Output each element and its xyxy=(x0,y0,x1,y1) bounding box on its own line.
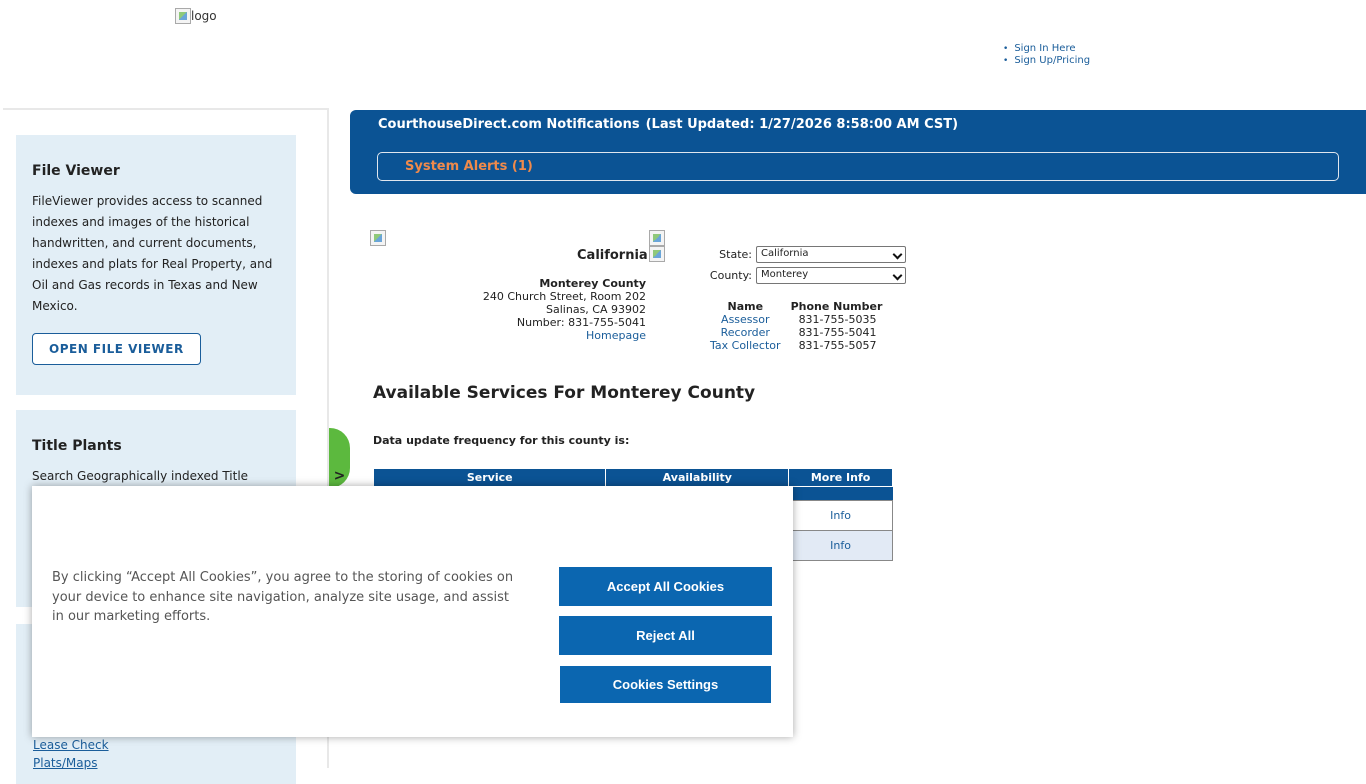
plats-maps-link[interactable]: Plats/Maps xyxy=(33,756,98,770)
county-label: County: xyxy=(709,269,752,282)
more-info-link[interactable]: Info xyxy=(830,509,851,522)
recorder-link[interactable]: Recorder xyxy=(720,326,770,339)
county-phone-number: Number: 831-755-5041 xyxy=(516,316,646,329)
sidebar-toggle-button[interactable] xyxy=(329,428,350,488)
county-address-line2: Salinas, CA 93902 xyxy=(546,303,646,316)
county-select[interactable]: Monterey xyxy=(756,267,906,284)
last-updated-text: (Last Updated: 1/27/2026 8:58:00 AM CST) xyxy=(645,117,959,132)
reject-all-button[interactable]: Reject All xyxy=(559,616,772,655)
notifications-panel xyxy=(350,110,1366,194)
contacts-header-name: Name xyxy=(727,300,764,313)
broken-image-icon xyxy=(649,230,665,246)
open-file-viewer-button[interactable]: OPEN FILE VIEWER xyxy=(32,333,201,365)
state-selector-row xyxy=(700,246,906,263)
table-row xyxy=(705,339,887,352)
sign-up-pricing-link[interactable]: Sign Up/Pricing xyxy=(1014,55,1091,66)
notifications-title xyxy=(378,117,958,132)
lease-check-link[interactable]: Lease Check xyxy=(33,738,109,752)
contacts-table xyxy=(705,300,887,352)
cookie-consent-text: By clicking “Accept All Cookies”, you agree to the storing of cookies on your device to enhance site navigation, analyze site usage, and assist in our marketing efforts. xyxy=(52,570,514,624)
tax-collector-link[interactable]: Tax Collector xyxy=(710,339,781,352)
chevron-right-icon: > xyxy=(333,468,346,484)
assessor-link[interactable]: Assessor xyxy=(721,313,770,326)
county-name: Monterey County xyxy=(539,277,646,290)
assessor-phone: 831-755-5035 xyxy=(798,313,877,326)
table-row xyxy=(705,313,887,326)
system-alerts-toggle[interactable] xyxy=(377,152,1339,181)
title-plants-title: Title Plants xyxy=(32,438,122,454)
sign-in-item xyxy=(1003,43,1090,55)
services-title: Available Services For Monterey County xyxy=(373,383,756,403)
update-frequency-text: Data update frequency for this county is: xyxy=(373,434,630,447)
contacts-header-phone: Phone Number xyxy=(790,300,883,313)
county-homepage-link[interactable]: Homepage xyxy=(586,329,646,342)
notifications-heading: CourthouseDirect.com Notifications xyxy=(378,117,640,132)
services-header-availability: Availability xyxy=(606,469,789,487)
sign-in-link[interactable]: Sign In Here xyxy=(1014,43,1076,54)
file-viewer-title: File Viewer xyxy=(32,163,120,179)
cookie-consent-banner xyxy=(32,486,793,737)
more-info-link[interactable]: Info xyxy=(830,539,851,552)
accept-all-cookies-button[interactable]: Accept All Cookies xyxy=(559,567,772,606)
file-viewer-card xyxy=(16,135,296,395)
county-info xyxy=(483,277,646,342)
logo-alt-text: logo xyxy=(191,9,217,23)
broken-image-icon xyxy=(175,8,191,24)
account-links xyxy=(1003,43,1090,67)
cookies-settings-button[interactable]: Cookies Settings xyxy=(560,666,771,703)
sign-up-item xyxy=(1003,55,1090,67)
county-selector-row xyxy=(700,267,906,284)
services-header-service: Service xyxy=(374,469,606,487)
table-row xyxy=(705,326,887,339)
state-label: State: xyxy=(719,248,752,261)
recorder-phone: 831-755-5041 xyxy=(798,326,877,339)
tax-collector-phone: 831-755-5057 xyxy=(798,339,877,352)
services-header-more-info: More Info xyxy=(789,469,893,487)
state-name: California xyxy=(577,248,648,263)
file-viewer-description: FileViewer provides access to scanned indexes and images of the historical handwritten, and current documents, indexes and plats for Real Property, and Oil and Gas records in Texas and New Mexico. xyxy=(32,194,273,313)
system-alerts-label: System Alerts (1) xyxy=(405,159,533,174)
title-plants-description: Search Geographically indexed Title xyxy=(32,469,249,483)
county-address-line1: 240 Church Street, Room 202 xyxy=(482,290,646,303)
logo[interactable] xyxy=(175,8,217,24)
state-images xyxy=(649,230,665,262)
broken-image-icon xyxy=(649,246,665,262)
state-map-image-icon xyxy=(370,230,386,246)
state-select[interactable]: California xyxy=(756,246,906,263)
